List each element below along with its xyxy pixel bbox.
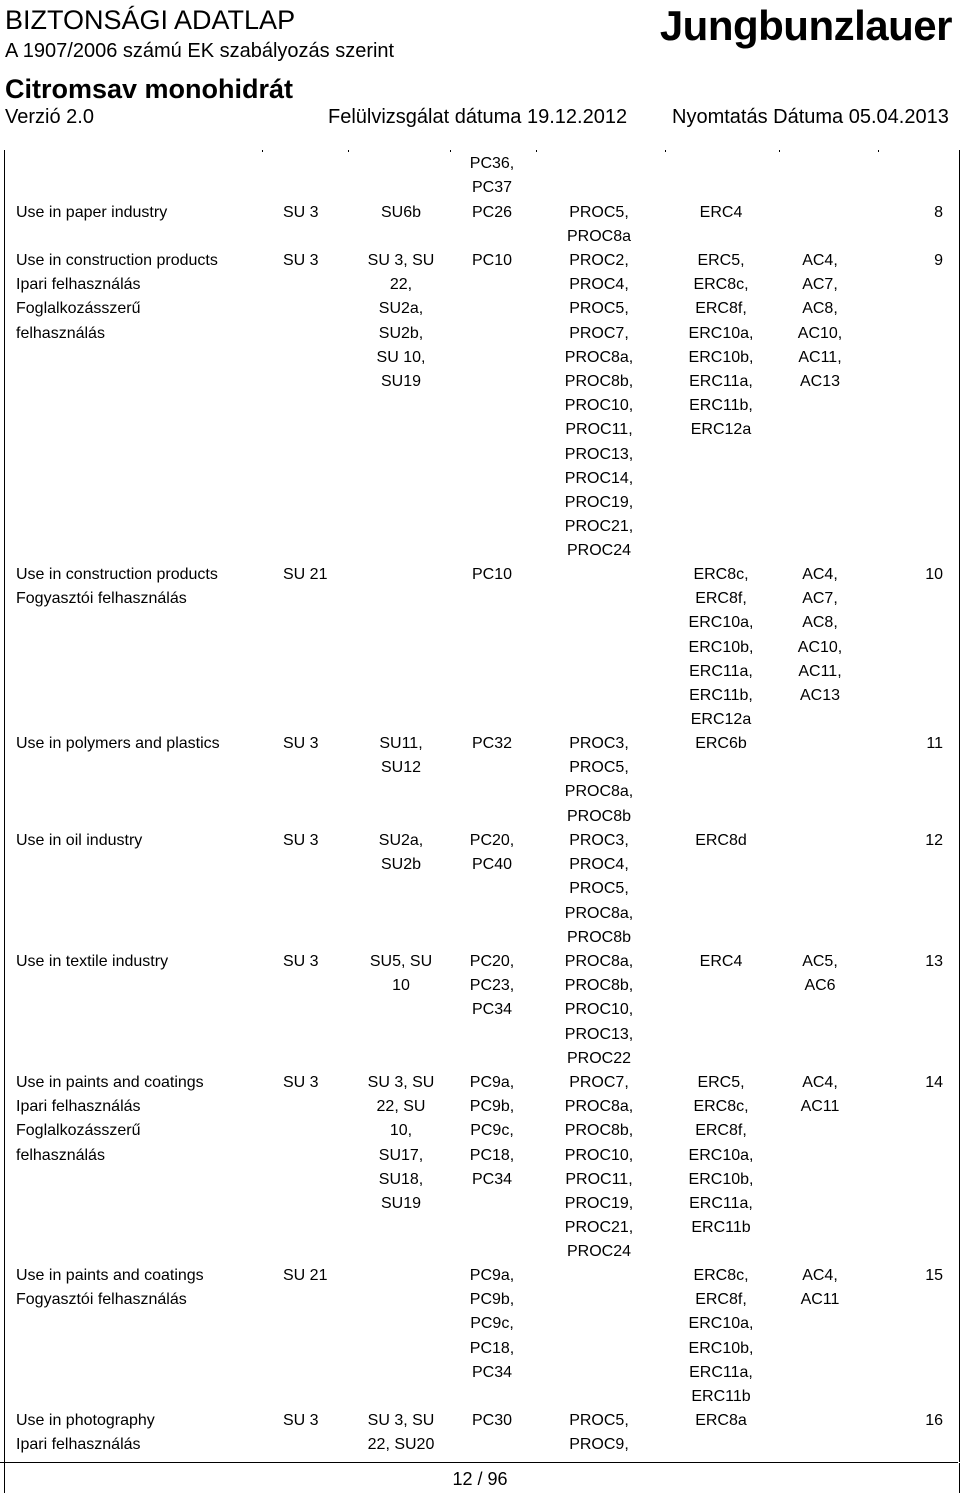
scenario-number-cell: 13 xyxy=(925,953,943,970)
table-row xyxy=(5,730,959,827)
column-separator xyxy=(878,150,879,152)
sector-sub-cell: SU6b xyxy=(380,204,422,221)
use-description-cell: Use in oil industry xyxy=(16,832,143,849)
process-category-cell: PROC5, PROC8a xyxy=(566,204,632,246)
column-separator xyxy=(262,150,263,152)
process-category-cell: PROC8a, PROC8b, PROC10, PROC13, PROC22 xyxy=(564,953,634,1067)
table-row xyxy=(5,1069,959,1262)
sector-sub-cell: SU5, SU 10 xyxy=(369,953,433,995)
sector-primary-cell: SU 3 xyxy=(283,832,319,849)
table-row xyxy=(5,827,959,948)
sector-primary-cell: SU 21 xyxy=(283,566,328,583)
scenario-number-cell: 10 xyxy=(925,566,943,583)
sector-primary-cell: SU 3 xyxy=(283,204,319,221)
sector-primary-cell: SU 3 xyxy=(283,735,319,752)
version-label: Verzió 2.0 xyxy=(5,106,94,128)
product-category-cell: PC26 xyxy=(471,204,513,221)
sector-primary-cell: SU 21 xyxy=(283,1267,328,1284)
process-category-cell: PROC3, PROC5, PROC8a, PROC8b xyxy=(564,735,634,825)
product-category-cell: PC9a, PC9b, PC9c, PC18, PC34 xyxy=(469,1074,515,1188)
page-number: 12 / 96 xyxy=(452,1469,508,1489)
product-category-cell: PC32 xyxy=(471,735,513,752)
product-category-cell: PC36, PC37 xyxy=(469,155,515,197)
column-separator xyxy=(665,150,666,152)
exposure-scenarios-table xyxy=(4,150,960,1462)
process-category-cell: PROC2, PROC4, PROC5, PROC7, PROC8a, PROC8b, PROC10, PROC11, PROC13, PROC14, PROC19, PROC21, PROC24 xyxy=(564,252,634,560)
process-category-cell: PROC5, PROC9, xyxy=(569,1412,629,1454)
scenario-number-cell: 9 xyxy=(934,252,943,269)
environment-release-cell: ERC8a xyxy=(695,1412,747,1429)
environment-release-cell: ERC5, ERC8c, ERC8f, ERC10a, ERC10b, ERC11a, ERC11b, ERC12a xyxy=(688,252,754,439)
column-separator xyxy=(450,150,451,152)
process-category-cell: PROC3, PROC4, PROC5, PROC8a, PROC8b xyxy=(564,832,634,946)
use-description-cell: Use in paints and coatings Ipari felhasználás Foglalkozásszerű felhasználás xyxy=(16,1074,204,1164)
article-category-cell: AC4, AC7, AC8, AC10, AC11, AC13 xyxy=(797,566,843,705)
column-separator xyxy=(348,150,349,152)
table-row xyxy=(5,948,959,1069)
scenario-number-cell: 12 xyxy=(925,832,943,849)
regulation-subtitle: A 1907/2006 számú EK szabályozás szerint xyxy=(5,40,395,62)
document-header xyxy=(0,0,960,140)
use-description-cell: Use in polymers and plastics xyxy=(16,735,220,752)
document-title: BIZTONSÁGI ADATLAP xyxy=(5,5,296,35)
sector-sub-cell: SU2a, SU2b xyxy=(378,832,424,874)
article-category-cell: AC5, AC6 xyxy=(802,953,838,995)
scenario-number-cell: 15 xyxy=(925,1267,943,1284)
table-row xyxy=(5,150,959,199)
article-category-cell: AC4, AC7, AC8, AC10, AC11, AC13 xyxy=(797,252,843,391)
use-description-cell: Use in construction products Fogyasztói felhasználás xyxy=(16,566,218,608)
sector-primary-cell: SU 3 xyxy=(283,252,319,269)
product-category-cell: PC10 xyxy=(471,566,513,583)
environment-release-cell: ERC4 xyxy=(699,953,743,970)
product-category-cell: PC20, PC40 xyxy=(469,832,515,874)
column-separator xyxy=(536,150,537,152)
sector-primary-cell: SU 3 xyxy=(283,1412,319,1429)
revision-date: Felülvizsgálat dátuma 19.12.2012 xyxy=(328,106,628,128)
use-description-cell: Use in construction products Ipari felhasználás Foglalkozásszerű felhasználás xyxy=(16,252,218,342)
table-row xyxy=(5,199,959,247)
environment-release-cell: ERC8c, ERC8f, ERC10a, ERC10b, ERC11a, ERC11b xyxy=(688,1267,754,1406)
scenario-number-cell: 14 xyxy=(925,1074,943,1091)
environment-release-cell: ERC6b xyxy=(695,735,747,752)
product-category-cell: PC20, PC23, PC34 xyxy=(469,953,515,1019)
table-row xyxy=(5,561,959,730)
environment-release-cell: ERC5, ERC8c, ERC8f, ERC10a, ERC10b, ERC11a, ERC11b xyxy=(688,1074,754,1237)
environment-release-cell: ERC4 xyxy=(699,204,743,221)
environment-release-cell: ERC8d xyxy=(695,832,747,849)
sector-primary-cell: SU 3 xyxy=(283,1074,319,1091)
use-description-cell: Use in photography Ipari felhasználás xyxy=(16,1412,155,1454)
product-category-cell: PC10 xyxy=(471,252,513,269)
sector-sub-cell: SU 3, SU 22, SU2a, SU2b, SU 10, SU19 xyxy=(367,252,435,391)
use-description-cell: Use in paints and coatings Fogyasztói felhasználás xyxy=(16,1267,204,1309)
print-date: Nyomtatás Dátuma 05.04.2013 xyxy=(672,106,949,128)
product-category-cell: PC9a, PC9b, PC9c, PC18, PC34 xyxy=(469,1267,515,1381)
sector-sub-cell: SU11, SU12 xyxy=(379,735,423,777)
scenario-number-cell: 11 xyxy=(926,735,943,752)
sector-sub-cell: SU 3, SU 22, SU 10, SU17, SU18, SU19 xyxy=(367,1074,435,1213)
article-category-cell: AC4, AC11 xyxy=(800,1074,840,1116)
use-description-cell: Use in textile industry xyxy=(16,953,169,970)
sector-sub-cell: SU 3, SU 22, SU20 xyxy=(367,1412,435,1454)
article-category-cell: AC4, AC11 xyxy=(800,1267,840,1309)
column-separator xyxy=(779,150,780,152)
table-row xyxy=(5,1407,959,1462)
scenario-number-cell: 8 xyxy=(934,204,943,221)
table-row xyxy=(5,247,959,561)
sector-primary-cell: SU 3 xyxy=(283,953,319,970)
brand-logo: Jungbunzlauer xyxy=(659,2,952,49)
process-category-cell: PROC7, PROC8a, PROC8b, PROC10, PROC11, PROC19, PROC21, PROC24 xyxy=(564,1074,634,1261)
product-name: Citromsav monohidrát xyxy=(5,74,294,104)
product-category-cell: PC30 xyxy=(471,1412,513,1429)
environment-release-cell: ERC8c, ERC8f, ERC10a, ERC10b, ERC11a, ERC11b, ERC12a xyxy=(688,566,754,729)
use-description-cell: Use in paper industry xyxy=(16,204,168,221)
scenario-number-cell: 16 xyxy=(925,1412,943,1429)
table-row xyxy=(5,1262,959,1407)
